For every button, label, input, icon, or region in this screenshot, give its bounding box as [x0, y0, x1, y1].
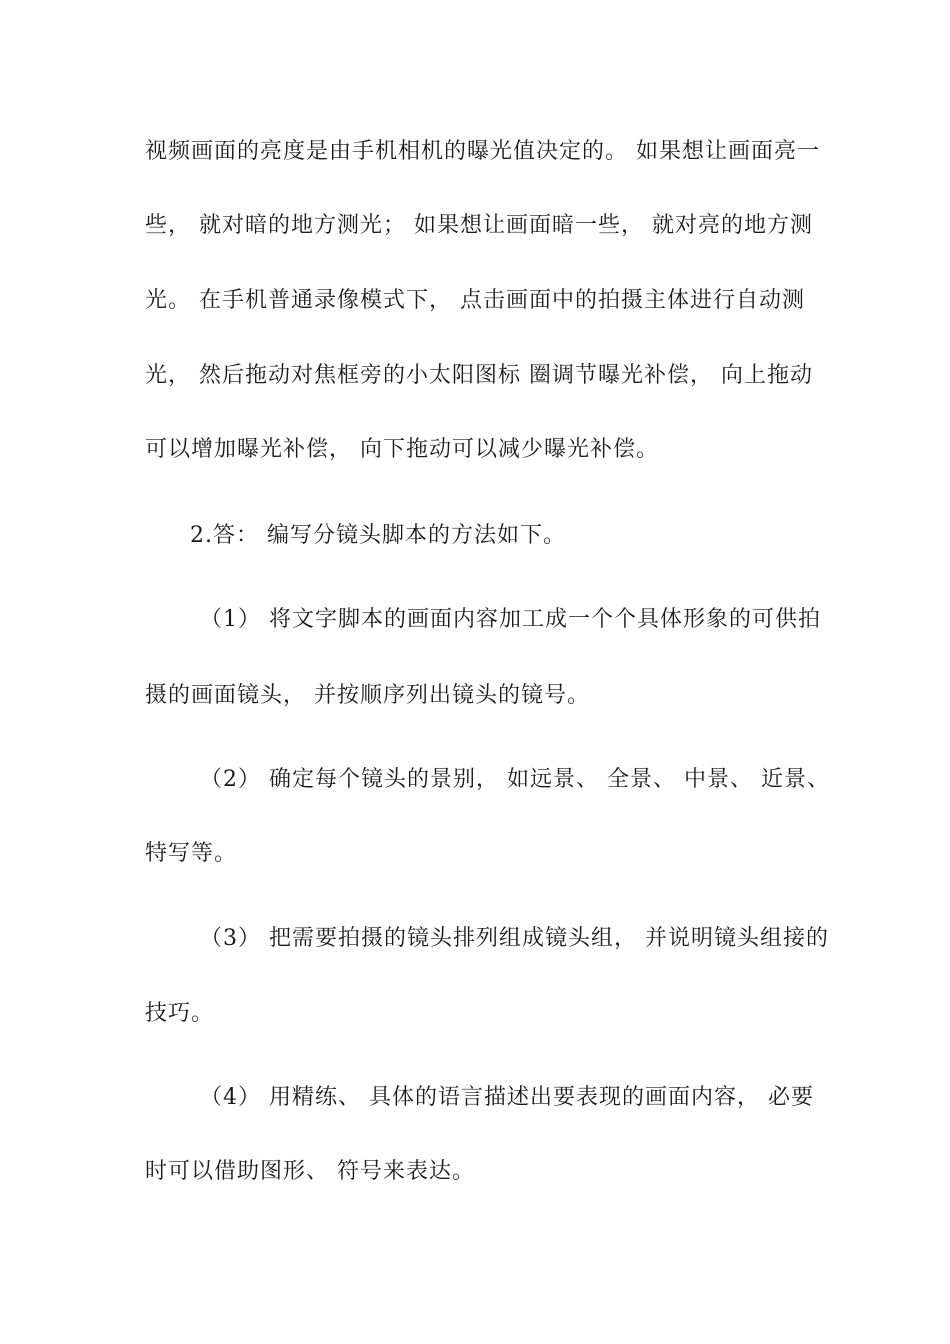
text-line: 特写等。	[145, 841, 238, 866]
answer-heading: 2.答： 编写分镜头脚本的方法如下。	[190, 523, 566, 548]
text-line: 光， 然后拖动对焦框旁的小太阳图标 圈调节曝光补偿， 向上拖动	[145, 363, 813, 388]
list-item-3: （3） 把需要拍摄的镜头排列组成镜头组， 并说明镜头组接的	[200, 926, 829, 951]
text-line: 光。 在手机普通录像模式下， 点击画面中的拍摄主体进行自动测	[145, 288, 805, 313]
list-item-1: （1） 将文字脚本的画面内容加工成一个个具体形象的可供拍	[200, 607, 821, 632]
text-line: 可以增加曝光补偿， 向下拖动可以减少曝光补偿。	[145, 437, 659, 462]
list-item-4: （4） 用精练、 具体的语言描述出要表现的画面内容， 必要	[200, 1085, 814, 1110]
text-line: 技巧。	[145, 1001, 215, 1026]
text-line: 摄的画面镜头， 并按顺序列出镜头的镜号。	[145, 683, 590, 708]
text-line: 视频画面的亮度是由手机相机的曝光值决定的。 如果想让画面亮一	[145, 139, 820, 164]
text-line: 些， 就对暗的地方测光； 如果想让画面暗一些， 就对亮的地方测	[145, 213, 813, 238]
list-item-2: （2） 确定每个镜头的景别， 如远景、 全景、 中景、 近景、	[200, 767, 830, 792]
text-line: 时可以借助图形、 符号来表达。	[145, 1159, 475, 1184]
